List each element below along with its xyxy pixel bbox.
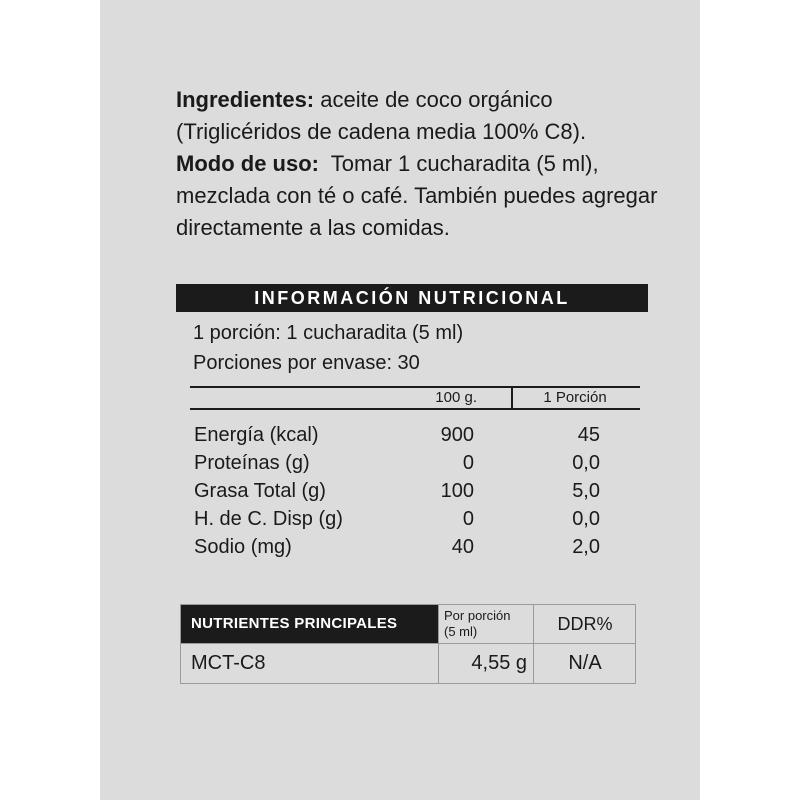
per-portion-header-line2: (5 ml) [444, 624, 478, 639]
nutrient-name: Proteínas (g) [194, 452, 310, 474]
usage-paragraph [176, 148, 676, 244]
main-nutrients-table [180, 604, 636, 684]
ingredients-paragraph [176, 84, 676, 148]
nutrition-row [194, 477, 614, 505]
nutrient-per-portion: 0,0 [572, 508, 600, 530]
nutrient-per-100g: 900 [440, 424, 474, 446]
nutrient-per-portion: 45 [577, 424, 600, 446]
nutrition-row [194, 505, 614, 533]
nutrient-name: Sodio (mg) [194, 536, 292, 558]
main-nutrients-header: NUTRIENTES PRINCIPALES [181, 605, 438, 643]
row-divider [181, 643, 635, 644]
ingredients-label: Ingredientes: [176, 87, 315, 112]
ddr-header: DDR% [557, 614, 613, 634]
usage-label: Modo de uso: [176, 151, 319, 176]
nutrient-name: Grasa Total (g) [194, 480, 326, 502]
main-nutrient-name: MCT-C8 [191, 652, 266, 674]
nutrient-per-100g: 0 [462, 508, 474, 530]
main-nutrient-ddr: N/A [568, 652, 602, 674]
servings-per-container: Porciones por envase: 30 [193, 352, 420, 374]
nutrient-name: H. de C. Disp (g) [194, 508, 343, 530]
nutrient-per-portion: 2,0 [572, 536, 600, 558]
nutrient-name: Energía (kcal) [194, 424, 319, 446]
column-divider [511, 387, 513, 409]
nutrient-per-portion: 5,0 [572, 480, 600, 502]
per-portion-header-line1: Por porción [444, 608, 511, 623]
per-portion-header [444, 608, 536, 640]
column-header-portion: 1 Porción [543, 389, 607, 406]
nutrition-row [194, 421, 614, 449]
nutrient-per-100g: 40 [451, 536, 474, 558]
nutrient-per-100g: 100 [440, 480, 474, 502]
nutrient-per-portion: 0,0 [572, 452, 600, 474]
column-header-100g: 100 g. [435, 389, 477, 406]
nutrition-title: INFORMACIÓN NUTRICIONAL [176, 284, 648, 312]
main-nutrient-value: 4,55 g [471, 652, 527, 674]
ingredients-text: aceite de coco orgánico (Triglicéridos de cadena media 100% C8). [176, 87, 587, 144]
usage-text: Tomar 1 cucharadita (5 ml), mezclada con té o café. También puedes agregar directamente a las comidas. [176, 151, 664, 240]
serving-size: 1 porción: 1 cucharadita (5 ml) [193, 322, 464, 344]
nutrient-per-100g: 0 [462, 452, 474, 474]
table-rule-bottom [190, 408, 640, 410]
nutrition-row [194, 449, 614, 477]
nutrition-row [194, 533, 614, 561]
